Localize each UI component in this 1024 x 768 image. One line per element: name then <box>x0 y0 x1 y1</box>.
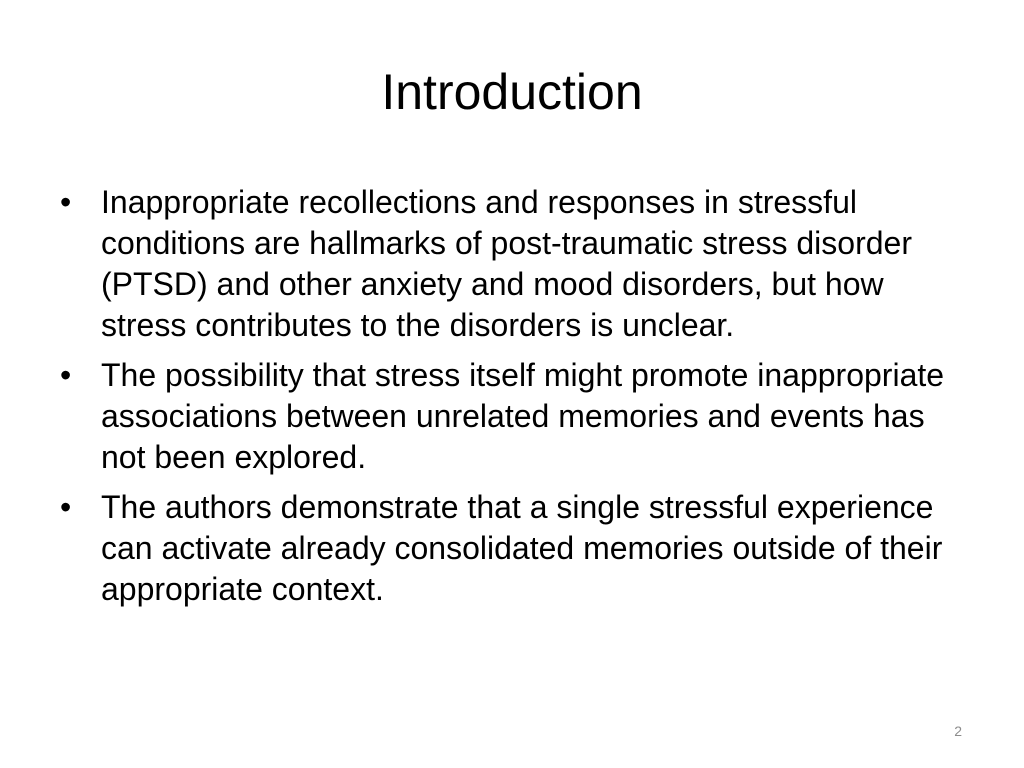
bullet-icon: • <box>60 489 72 525</box>
slide-title: Introduction <box>381 64 643 120</box>
bullet-item <box>60 182 960 346</box>
bullet-text: The authors demonstrate that a single stressful experience can activate already consolidated memories outside of their appropriate context. <box>101 489 943 607</box>
bullet-list <box>60 182 960 619</box>
bullet-icon: • <box>60 184 72 220</box>
bullet-icon: • <box>60 357 72 393</box>
bullet-text: The possibility that stress itself might promote inappropriate associations between unrelated memories and events has not been explored. <box>101 357 945 475</box>
bullet-text: Inappropriate recollections and responses in stressful conditions are hallmarks of post-traumatic stress disorder (PTSD) and other anxiety and mood disorders, but how stress contributes to the disorders is unclear. <box>101 184 912 343</box>
bullet-item <box>60 487 960 610</box>
slide-number: 2 <box>954 723 962 739</box>
bullet-item <box>60 355 960 478</box>
